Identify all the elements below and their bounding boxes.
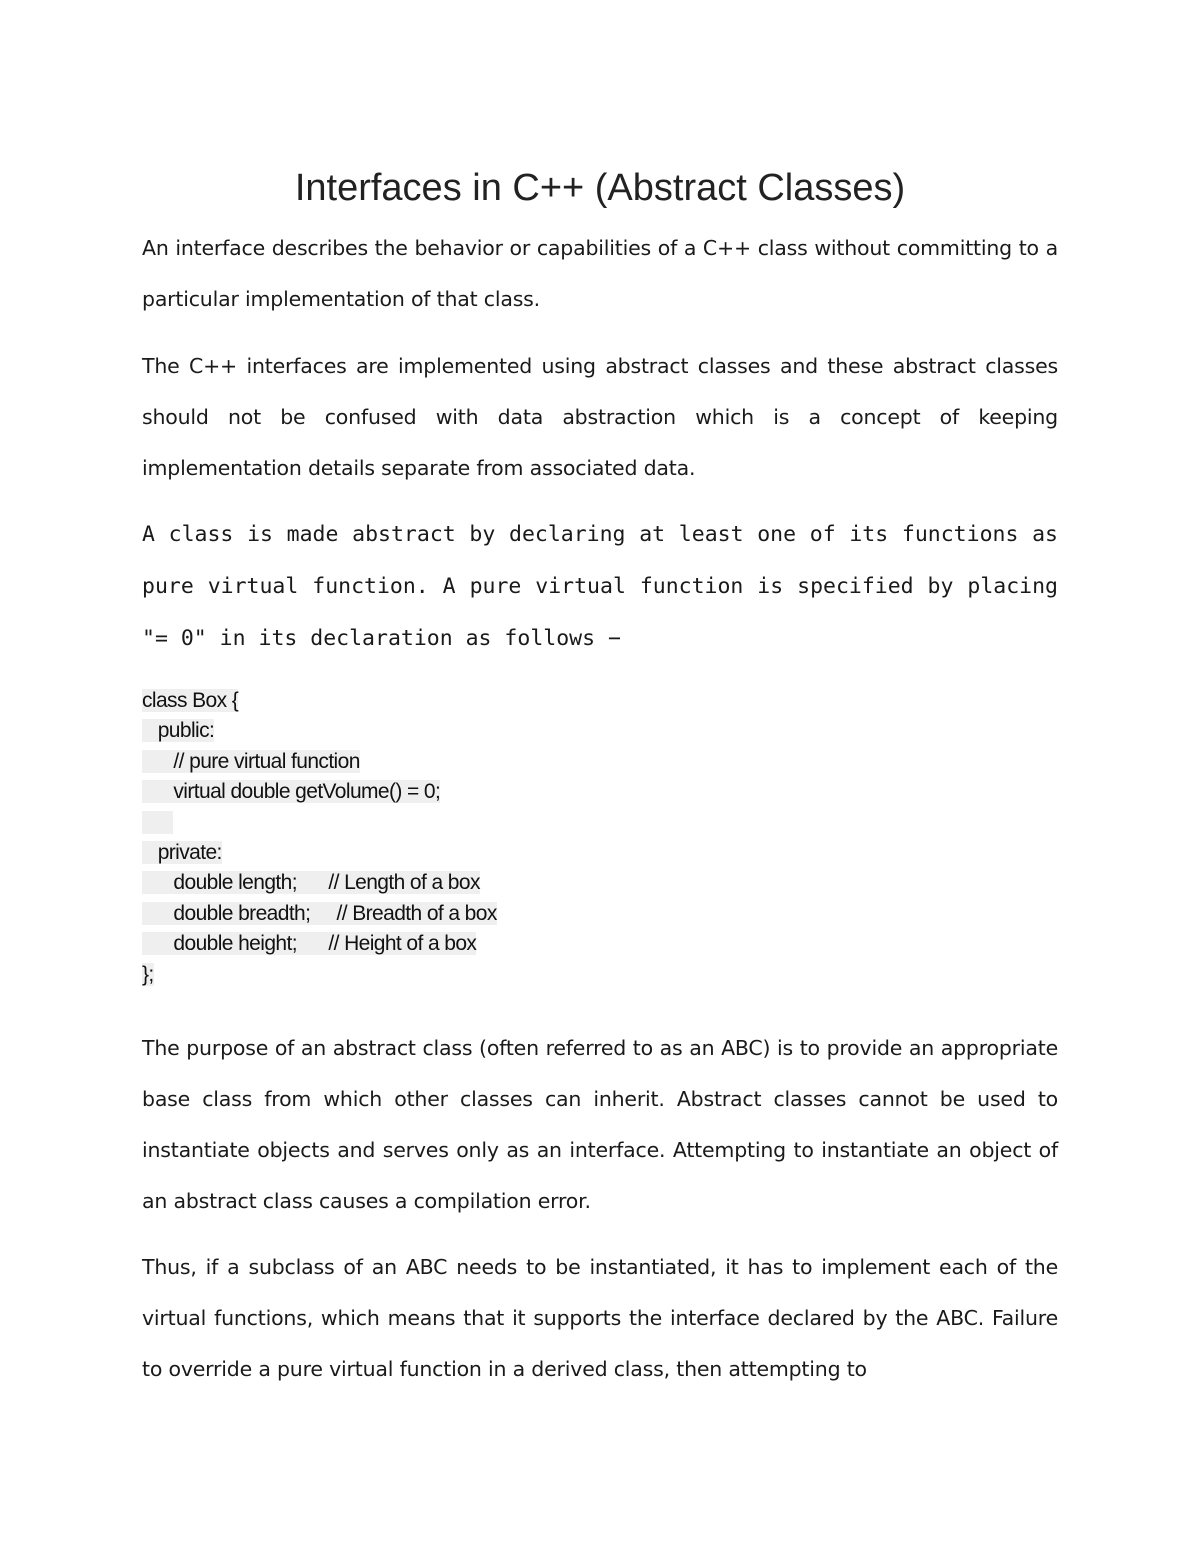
paragraph-pure-virtual: A class is made abstract by declaring at least one of its functions as pure virtual function. A pure virtual function is specified by placing "= 0" in its declaration as follows −: [142, 522, 1058, 651]
paragraph-abc-purpose: The purpose of an abstract class (often referred to as an ABC) is to provide an appropriate base class from which other classes can inherit. Abstract classes cannot be used to instantiate objects and serves only as an interface. Attempting to instantiate an object of an abstract class causes a compilation error.: [142, 1036, 1058, 1213]
code-block: [142, 686, 497, 990]
paragraph-subclass: Thus, if a subclass of an ABC needs to be instantiated, it has to implement each of the virtual functions, which means that it supports the interface declared by the ABC. Failure to override a pure virtual function in a derived class, then attempting to: [142, 1255, 1058, 1381]
code-line: };: [142, 962, 154, 986]
code-line: public:: [142, 719, 215, 743]
paragraph-abstract-classes: The C++ interfaces are implemented using abstract classes and these abstract classes should not be confused with data abstraction which is a concept of keeping implementation details separate from associated data.: [142, 354, 1058, 480]
page-title: Interfaces in C++ (Abstract Classes): [294, 167, 906, 209]
code-line: // pure virtual function: [142, 749, 360, 773]
code-line: double breadth; // Breadth of a box: [142, 901, 497, 925]
code-line: double height; // Height of a box: [142, 932, 477, 956]
code-line: [142, 808, 497, 838]
code-line: virtual double getVolume() = 0;: [142, 780, 441, 804]
paragraph-interface-definition: An interface describes the behavior or capabilities of a C++ class without committing to a particular implementation of that class.: [142, 236, 1058, 311]
code-line: class Box {: [142, 689, 239, 712]
code-line: private:: [142, 840, 222, 864]
code-line: double length; // Length of a box: [142, 871, 480, 895]
